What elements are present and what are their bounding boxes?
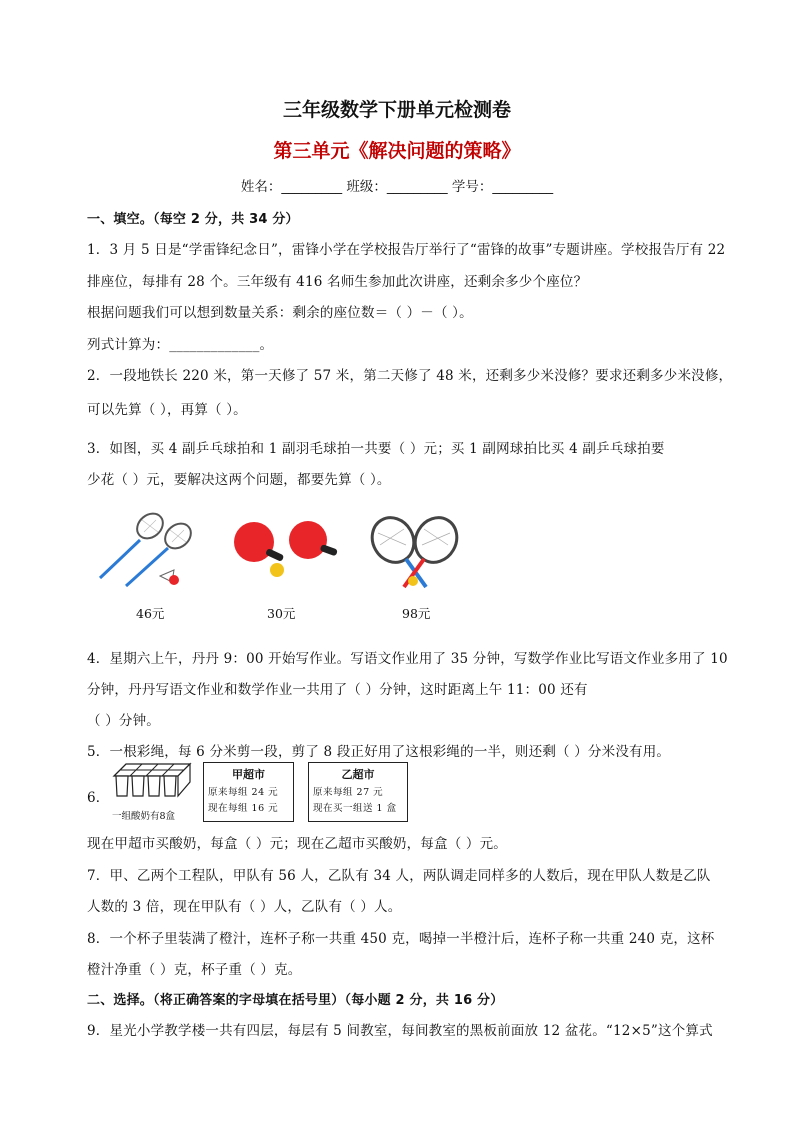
q4-line3: （ ）分钟。 <box>87 713 160 729</box>
q1-line3: 根据问题我们可以想到数量关系：剩余的座位数＝（ ）－（ ）。 <box>87 305 473 321</box>
page-title: 三年级数学下册单元检测卷 <box>282 99 511 121</box>
store-a-title: 甲超市 <box>232 768 265 781</box>
q8-line2: 橙汁净重（ ）克，杯子重（ ）克。 <box>87 962 302 978</box>
q1-line4: 列式计算为：_____________。 <box>87 337 274 353</box>
q3-line2: 少花（ ）元，要解决这两个问题，都要先算（ ）。 <box>87 472 391 488</box>
store-a-current-price: 现在每组 16 元 <box>208 803 279 814</box>
q2-line2: 可以先算（ ），再算（ ）。 <box>87 402 247 418</box>
store-b-title: 乙超市 <box>341 768 375 781</box>
q6-number: 6． <box>87 790 110 806</box>
q3-line1: 3．如图，买 4 副乒乓球拍和 1 副羽毛球拍一共要（ ）元；买 1 副网球拍比买 4 副乒乓球拍要 <box>87 441 665 457</box>
q6-line1: 现在甲超市买酸奶，每盒（ ）元；现在乙超市买酸奶，每盒（ ）元。 <box>87 836 507 852</box>
ping-pong-paddle-icon <box>230 518 342 580</box>
section-heading-choice: 二、选择。（将正确答案的字母填在括号里）（每小题 2 分，共 16 分） <box>87 993 504 1008</box>
price-tennis: 98元 <box>402 606 431 621</box>
tennis-racket-icon <box>368 515 463 593</box>
q9-line1: 9．星光小学教学楼一共有四层，每层有 5 间教室，每间教室的黑板前面放 12 盆花。“12×5”这个算式 <box>87 1023 713 1039</box>
store-a-card <box>203 762 294 822</box>
price-ping-pong: 30元 <box>267 606 296 621</box>
yogurt-pack-icon <box>112 762 192 806</box>
q4-line1: 4．星期六上午，丹丹 9：00 开始写作业。写语文作业用了 35 分钟，写数学作业比写语文作业多用了 10 <box>87 651 728 667</box>
store-b-original-price: 原来每组 27 元 <box>313 787 384 798</box>
section-heading-fill: 一、填空。（每空 2 分，共 34 分） <box>87 212 299 227</box>
q7-line1: 7．甲、乙两个工程队，甲队有 56 人，乙队有 34 人，两队调走同样多的人数后，现在甲队人数是乙队 <box>87 868 711 884</box>
store-b-card <box>308 762 408 822</box>
q2-line1: 2．一段地铁长 220 米，第一天修了 57 米，第二天修了 48 米，还剩多少米没修？要求还剩多少米没修， <box>87 368 733 384</box>
badminton-racket-icon <box>92 508 202 590</box>
yogurt-caption: 一组酸奶有8盒 <box>112 811 176 822</box>
q4-line2: 分钟，丹丹写语文作业和数学作业一共用了（ ）分钟，这时距离上午 11：00 还有 <box>87 682 588 698</box>
q1-line1: 1．3 月 5 日是“学雷锋纪念日”，雷锋小学在学校报告厅举行了“雷锋的故事”专题讲座。学校报告厅有 22 <box>87 242 726 258</box>
q7-line2: 人数的 3 倍，现在甲队有（ ）人，乙队有（ ）人。 <box>87 899 402 915</box>
q5-line1: 5．一根彩绳，每 6 分米剪一段，剪了 8 段正好用了这根彩绳的一半，则还剩（ ）分米没有用。 <box>87 744 671 760</box>
q1-line2: 排座位，每排有 28 个。三年级有 416 名师生参加此次讲座，还剩余多少个座位？ <box>87 274 588 290</box>
store-a-original-price: 原来每组 24 元 <box>208 787 279 798</box>
store-b-current-offer: 现在买一组送 1 盒 <box>313 803 397 814</box>
page-subtitle: 第三单元《解决问题的策略》 <box>273 140 521 162</box>
q8-line1: 8．一个杯子里装满了橙汁，连杯子称一共重 450 克，喝掉一半橙汁后，连杯子称一共重 240 克，这杯 <box>87 931 715 947</box>
price-badminton: 46元 <box>136 606 165 621</box>
student-info: 姓名：_________ 班级：_________ 学号：_________ <box>240 179 554 195</box>
